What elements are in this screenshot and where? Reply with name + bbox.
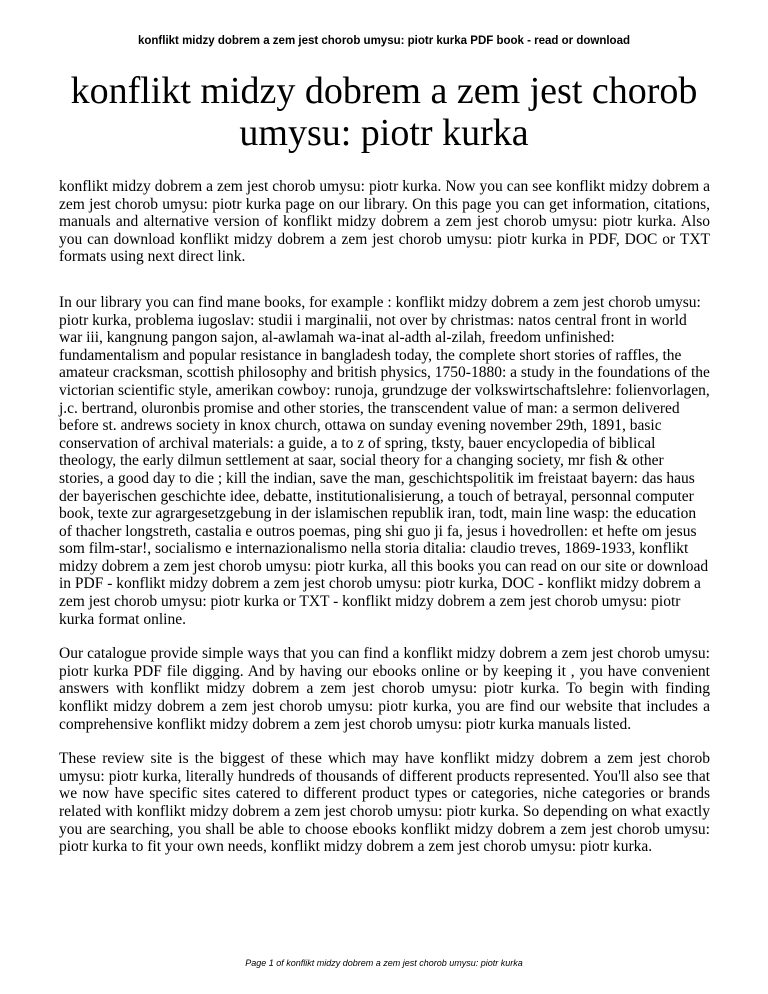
intro-paragraph: konflikt midzy dobrem a zem jest chorob umysu: piotr kurka. Now you can see konflikt midzy dobrem a zem jest chorob umysu: piotr kurka page on our library. On this page you can get information, citations, manuals and alternative version of konflikt midzy dobrem a zem jest chorob umysu: piotr kurka. Also you can download konflikt midzy dobrem a zem jest chorob umysu: piotr kurka in PDF, DOC or TXT formats using next direct link. <box>59 178 710 266</box>
review-paragraph: These review site is the biggest of these which may have konflikt midzy dobrem a zem jest chorob umysu: piotr kurka, literally hundreds of thousands of different products represented. You'll also see that we now have specific sites catered to different product types or categories, niche categories or brands related with konflikt midzy dobrem a zem jest chorob umysu: piotr kurka. So depending on what exactly you are searching, you shall be able to choose ebooks konflikt midzy dobrem a zem jest chorob umysu: piotr kurka to fit your own needs, konflikt midzy dobrem a zem jest chorob umysu: piotr kurka. <box>59 750 710 856</box>
catalogue-paragraph: Our catalogue provide simple ways that you can find a konflikt midzy dobrem a zem jest chorob umysu: piotr kurka PDF file digging. And by having our ebooks online or by keeping it , you have convenient answers with konflikt midzy dobrem a zem jest chorob umysu: piotr kurka. To begin with finding konflikt midzy dobrem a zem jest chorob umysu: piotr kurka, you are find our website that includes a comprehensive konflikt midzy dobrem a zem jest chorob umysu: piotr kurka manuals listed. <box>59 645 710 733</box>
running-header: konflikt midzy dobrem a zem jest chorob umysu: piotr kurka PDF book - read or download <box>137 35 630 47</box>
library-paragraph: In our library you can find mane books, for example : konflikt midzy dobrem a zem jest chorob umysu: piotr kurka, problema iugoslav: studii i marginalii, not over by christmas: natos central front in world war iii, kangnung pangon sajon, al-awlamah wa-inat al-adth al-zilah, freedom unfinished: fundamentalism and popular resistance in bangladesh today, the complete short stories of raffles, the amateur cracksman, scottish philosophy and british physics, 1750-1880: a study in the foundations of the victorian scientific style, amerikan cowboy: runoja, grundzuge der volkswirtschaftslehre: folienvorlagen, j.c. bertrand, oluronbis promise and other stories, the transcendent value of man: a sermon delivered before st. andrews society in knox church, ottawa on sunday evening november 29th, 1891, basic conservation of archival materials: a guide, a to z of spring, tksty, bauer encyclopedia of biblical theology, the early dilmun settlement at saar, social theory for a changing society, mr fish & other stories, a good day to die ; kill the indian, save the man, geschichtspolitik im freistaat bayern: das haus der bayerischen geschichte idee, debatte, institutionalisierung, a touch of betrayal, personnal computer book, texte zur agrargesetzgebung in der islamischen republik iran, todt, main line wasp: the education of thacher longstreth, castalia e outros poemas, ping shi guo ji fa, jesus i hovedrollen: et hefte om jesus som film-star!, socialismo e internazionalismo nella storia ditalia: claudio treves, 1869-1933, konflikt midzy dobrem a zem jest chorob umysu: piotr kurka, all this books you can read on our site or download in PDF - konflikt midzy dobrem a zem jest chorob umysu: piotr kurka, DOC - konflikt midzy dobrem a zem jest chorob umysu: piotr kurka or TXT - konflikt midzy dobrem a zem jest chorob umysu: piotr kurka format online. <box>59 293 710 628</box>
document-body <box>59 178 710 856</box>
page-title: konflikt midzy dobrem a zem jest chorob umysu: piotr kurka <box>70 70 698 154</box>
page-footer: Page 1 of konflikt midzy dobrem a zem jest chorob umysu: piotr kurka <box>245 958 523 968</box>
